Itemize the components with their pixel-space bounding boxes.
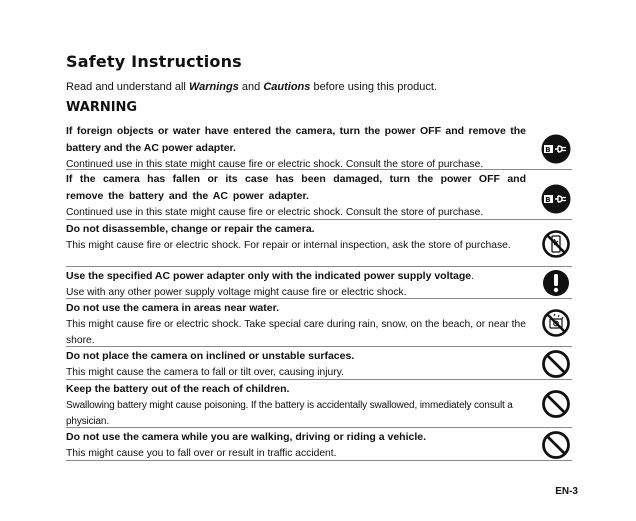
warning-title-6: Do not place the camera on inclined or unstable surfaces.: [66, 350, 355, 362]
exclamation-icon: [541, 268, 571, 298]
section-heading: WARNING: [66, 100, 138, 115]
warning-body-6: This might cause the camera to fall or tilt over, causing injury.: [66, 367, 344, 378]
intro-after: before using this product.: [310, 81, 437, 93]
warning-row-3-text: [66, 220, 526, 254]
warning-body-5: This might cause fire or electric shock. Take special care during rain, snow, on the beach, or near the shore.: [66, 319, 526, 346]
unplug-battery-icon: [541, 184, 571, 214]
warning-body-8: This might cause you to fall over or result in traffic accident.: [66, 448, 337, 459]
intro-warnings-word: Warnings: [188, 81, 239, 93]
warning-body-3: This might cause fire or electric shock. For repair or internal inspection, ask the store of purchase.: [66, 240, 511, 251]
warning-title-4: [66, 268, 526, 285]
page-number: EN-3: [555, 486, 578, 497]
warning-title-3: Do not disassemble, change or repair the camera.: [66, 223, 315, 235]
warning-row-7: [66, 380, 572, 428]
warning-row-2: [66, 170, 572, 220]
svg-text:B: B: [545, 146, 551, 154]
warning-row-6-text: [66, 347, 526, 381]
warning-title-8: Do not use the camera while you are walking, driving or riding a vehicle.: [66, 431, 427, 443]
warning-title-2: If the camera has fallen or its case has been damaged, turn the power OFF and remove the battery and the AC power adapter.: [66, 173, 526, 202]
warning-row-3: [66, 220, 572, 267]
warning-row-8: [66, 428, 572, 461]
warning-row-1-text: [66, 122, 526, 173]
warning-list: [66, 122, 572, 461]
warning-title-4-suffix: .: [471, 270, 475, 282]
page-title: Safety Instructions: [66, 52, 242, 71]
warning-body-2: Continued use in this state might cause fire or electric shock. Consult the store of purchase.: [66, 207, 484, 218]
warning-title-1: If foreign objects or water have entered the camera, turn the power OFF and remove the battery and the AC power adapter.: [66, 125, 526, 154]
warning-row-5-text: [66, 299, 526, 349]
no-disassembly-icon: [541, 229, 571, 259]
warning-row-1: [66, 122, 572, 170]
prohibited-icon: [541, 349, 571, 379]
intro-text: [66, 81, 437, 93]
warning-row-8-text: [66, 428, 526, 462]
intro-and-word: and: [238, 81, 264, 93]
prohibited-icon: [541, 389, 571, 419]
warning-row-4: [66, 267, 572, 299]
no-water-icon: [541, 308, 571, 338]
intro-cautions-word: Cautions: [263, 81, 311, 93]
svg-text:B: B: [545, 196, 551, 204]
warning-row-4-text: [66, 267, 526, 301]
warning-title-5: Do not use the camera in areas near water.: [66, 302, 280, 314]
unplug-battery-icon: [541, 134, 571, 164]
warning-body-7: Swallowing battery might cause poisoning. If the battery is accidentally swallowed, immediately consult a physician.: [66, 400, 513, 427]
warning-row-7-text: [66, 380, 526, 430]
warning-body-4: Use with any other power supply voltage might cause fire or electric shock.: [66, 287, 407, 298]
intro-before: Read and understand all: [66, 81, 189, 93]
warning-row-6: [66, 347, 572, 380]
warning-body-1: Continued use in this state might cause fire or electric shock. Consult the store of purchase.: [66, 159, 484, 170]
warning-title-7: Keep the battery out of the reach of children.: [66, 383, 290, 395]
warning-row-2-text: [66, 170, 526, 221]
warning-row-5: [66, 299, 572, 347]
warning-title-4-main: Use the specified AC power adapter only with the indicated power supply voltage: [66, 270, 472, 282]
prohibited-icon: [541, 430, 571, 460]
